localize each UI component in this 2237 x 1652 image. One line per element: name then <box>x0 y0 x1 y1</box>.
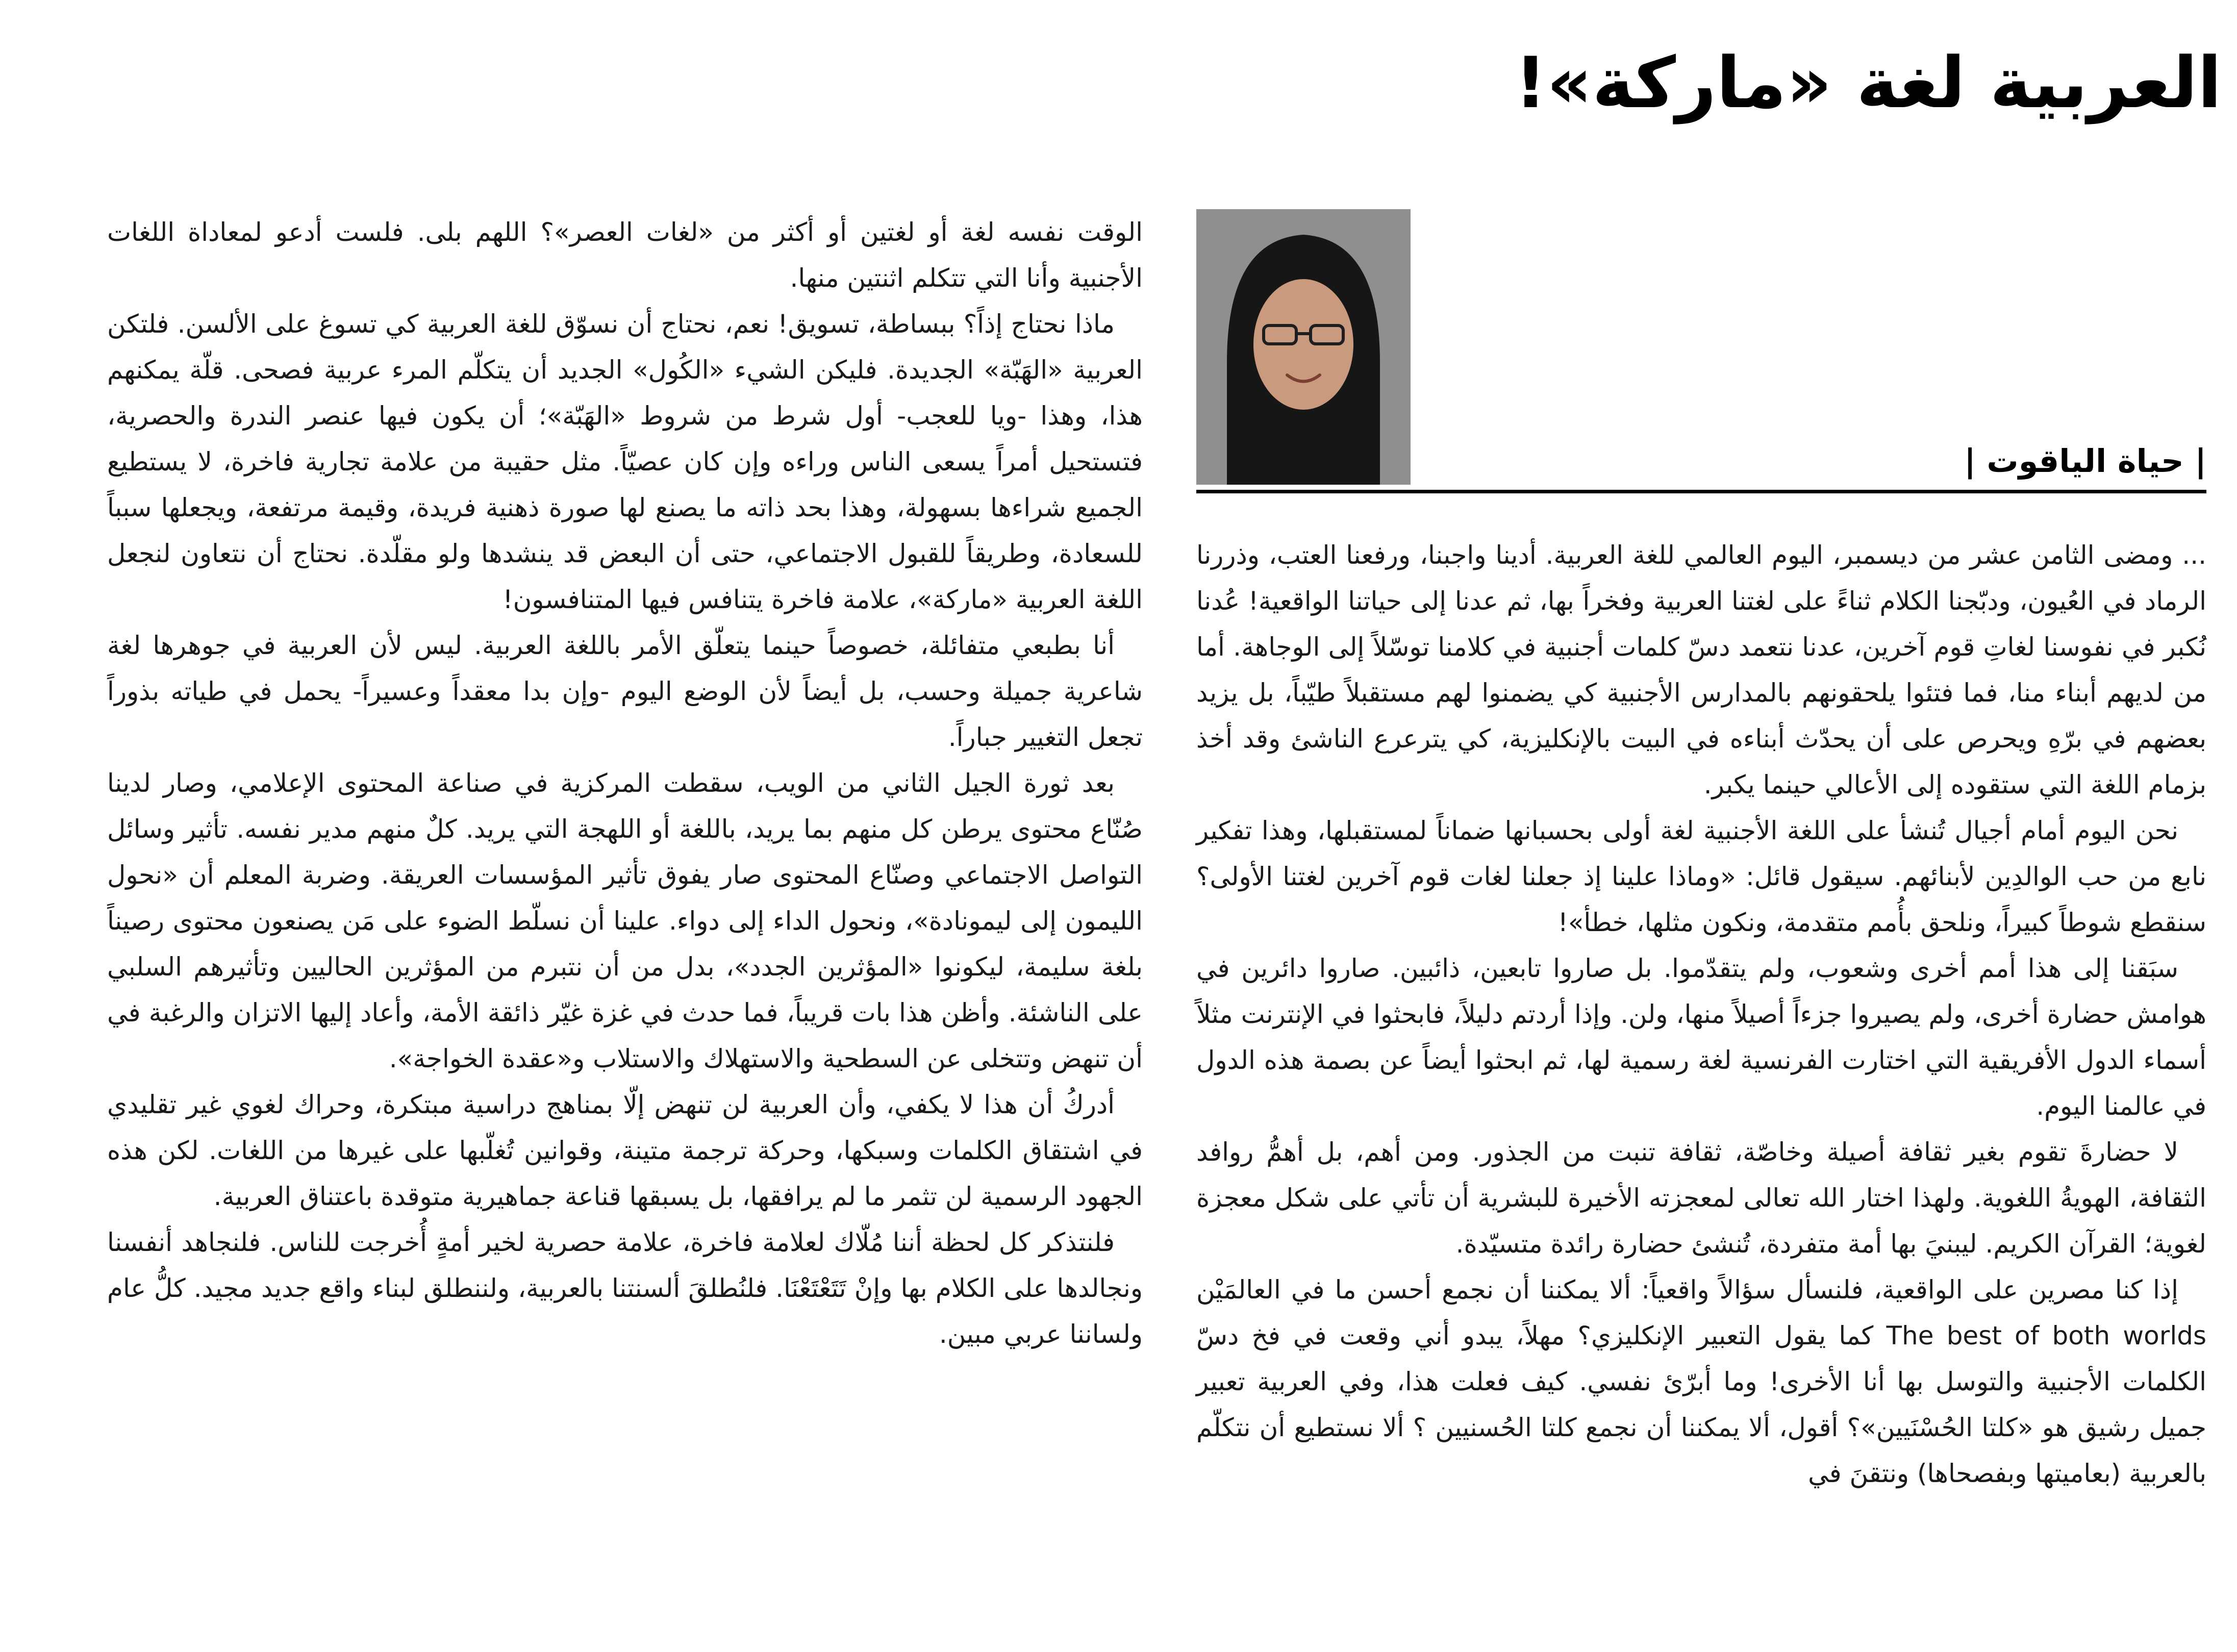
author-name: | حياة الياقوت | <box>1964 442 2206 480</box>
left-column-body <box>107 209 1143 1357</box>
paragraph: أنا بطبعي متفائلة، خصوصاً حينما يتعلّق الأمر باللغة العربية. ليس لأن العربية في جوهرها لغة شاعرية جميلة وحسب، بل أيضاً لأن الوضع اليوم -وإن بدا معقداً وعسيراً- يحمل في طياته بذوراً تجعل التغيير جباراً. <box>107 631 1143 752</box>
paragraph: ... ومضى الثامن عشر من ديسمبر، اليوم العالمي للغة العربية. أدينا واجبنا، ورفعنا العتب، وذررنا الرماد في العُيون، ودبّجنا الكلام ثناءً على لغتنا العربية وفخراً بها، ثم عدنا إلى حياتنا الواقعية! عُدنا نُكبر في نفوسنا لغاتِ قوم آخرين، عدنا نتعمد دسّ كلمات أجنبية في كلامنا توسّلاً إلى الوجاهة. أما من لديهم أبناء منا، فما فتئوا يلحقونهم بالمدارس الأجنبية كي يضمنوا لهم مستقبلاً طيّباً، بل يزيد بعضهم في برّهِ ويحرص على أن يحدّث أبناءه في البيت بالإنكليزية، كي يترعرع الناشئ وقد أخذ بزمام اللغة التي ستقوده إلى الأعالي حينما يكبر. <box>1196 540 2206 799</box>
right-column <box>1196 204 2206 1496</box>
author-box <box>1196 204 2206 493</box>
paragraph: نحن اليوم أمام أجيال تُنشأ على اللغة الأجنبية لغة أولى بحسبانها ضماناً لمستقبلها، وهذا تفكير نابع من حب الوالدِين لأبنائهم. سيقول قائل: «وماذا علينا إذ جعلنا لغات قوم آخرين لغتنا الأولى؟ سنقطع شوطاً كبيراً، ونلحق بأُمم متقدمة، ونكون مثلها، خطأ»! <box>1196 816 2206 937</box>
paragraph: ماذا نحتاج إذاً؟ ببساطة، تسويق! نعم، نحتاج أن نسوّق للغة العربية كي تسوغ على الألسن. فلتكن العربية «الهَبّة» الجديدة. فليكن الشيء «الكُول» الجديد أن يتكلّم المرء عربية فصحى. قلّة يمكنهم هذا، وهذا -ويا للعجب- أول شرط من شروط «الهَبّة»؛ أن يكون فيها عنصر الندرة والحصرية، فتستحيل أمراً يسعى الناس وراءه وإن كان عصيّاً. مثل حقيبة من علامة تجارية فاخرة، لا يستطيع الجميع شراءها بسهولة، وهذا بحد ذاته ما يصنع لها صورة ذهنية فريدة، وقيمة مرتفعة، ويجعلها سبباً للسعادة، وطريقاً للقبول الاجتماعي، حتى أن البعض قد ينشدها ولو مقلّدة. نحتاج أن نتعاون لنجعل اللغة العربية «ماركة»، علامة فاخرة يتنافس فيها المتنافسون! <box>107 309 1143 614</box>
right-column-body <box>1196 532 2206 1496</box>
paragraph: سبَقنا إلى هذا أمم أخرى وشعوب، ولم يتقدّموا. بل صاروا تابعين، ذائبين. صاروا دائرين في هوامش حضارة أخرى، ولم يصيروا جزءاً أصيلاً منها، ولن. وإذا أردتم دليلاً، فابحثوا في الإنترنت مثلاً أسماء الدول الأفريقية التي اختارت الفرنسية لغة رسمية لها، ثم ابحثوا أيضاً عن بصمة هذه الدول في عالمنا اليوم. <box>1196 954 2206 1121</box>
author-portrait-illustration <box>1196 209 1411 485</box>
article-headline: العربية لغة «ماركة»! <box>1514 42 2222 124</box>
paragraph: لا حضارةَ تقوم بغير ثقافة أصيلة وخاصّة، ثقافة تنبت من الجذور. ومن أهم، بل أهمُّ روافد الثقافة، الهويةُ اللغوية. ولهذا اختار الله تعالى لمعجزته الأخيرة للبشرية أن تأتي على شكل معجزة لغوية؛ القرآن الكريم. ليبنيَ بها أمة متفردة، تُنشئ حضارة رائدة متسيّدة. <box>1196 1137 2206 1259</box>
paragraph: الوقت نفسه لغة أو لغتين أو أكثر من «لغات العصر»؟ اللهم بلى. فلست أدعو لمعاداة اللغات الأجنبية وأنا التي تتكلم اثنتين منها. <box>107 217 1143 293</box>
paragraph: إذا كنا مصرين على الواقعية، فلنسأل سؤالاً واقعياً: ألا يمكننا أن نجمع أحسن ما في العالمَيْن The best of both worlds كما يقول التعبير الإنكليزي؟ مهلاً، يبدو أني وقعت في فخ دسّ الكلمات الأجنبية والتوسل بها أنا الأخرى! وما أبرّئ نفسي. كيف فعلت هذا، وفي العربية تعبير جميل رشيق هو «كلتا الحُسْنَيين»؟ أقول، ألا يمكننا أن نجمع كلتا الحُسنيين ؟ ألا نستطيع أن نتكلّم بالعربية (بعاميتها وبفصحاها) ونتقنَ في <box>1196 1275 2207 1488</box>
paragraph: أدركُ أن هذا لا يكفي، وأن العربية لن تنهض إلّا بمناهج دراسية مبتكرة، وحراك لغوي غير تقليدي في اشتقاق الكلمات وسبكها، وحركة ترجمة متينة، وقوانين تُغلّبها على غيرها من اللغات. لكن هذه الجهود الرسمية لن تثمر ما لم يرافقها، بل يسبقها قناعة جماهيرية متوقدة باعتناق العربية. <box>107 1090 1143 1211</box>
author-photo <box>1196 209 1411 485</box>
paragraph: فلنتذكر كل لحظة أننا مُلّاك لعلامة فاخرة، علامة حصرية لخير أمةٍ أُخرجت للناس. فلنجاهد أنفسنا ونجالدها على الكلام بها وإنْ تَتَعْتَعْنَا. فلنُطلقَ ألسنتنا بالعربية، ولننطلق لبناء واقع جديد مجيد. كلُّ عام ولساننا عربي مبين. <box>107 1228 1143 1349</box>
paragraph: بعد ثورة الجيل الثاني من الويب، سقطت المركزية في صناعة المحتوى الإعلامي، وصار لدينا صُنّاع محتوى يرطن كل منهم بما يريد، باللغة أو اللهجة التي يريد. كلٌ منهم مدير نفسه. تأثير وسائل التواصل الاجتماعي وصنّاع المحتوى صار يفوق تأثير المؤسسات العريقة. وضربة المعلم أن «نحول الليمون إلى ليمونادة»، ونحول الداء إلى دواء. علينا أن نسلّط الضوء على مَن يصنعون محتوى رصيناً بلغة سليمة، ليكونوا «المؤثرين الجدد»، بدل من أن نتبرم من المؤثرين الحاليين وتأثيرهم السلبي على الناشئة. وأظن هذا بات قريباً، فما حدث في غزة غيّر ذائقة الأمة، وأعاد إليها الاتزان والرغبة في أن تنهض وتتخلى عن السطحية والاستهلاك والاستلاب و«عقدة الخواجة». <box>107 768 1143 1073</box>
